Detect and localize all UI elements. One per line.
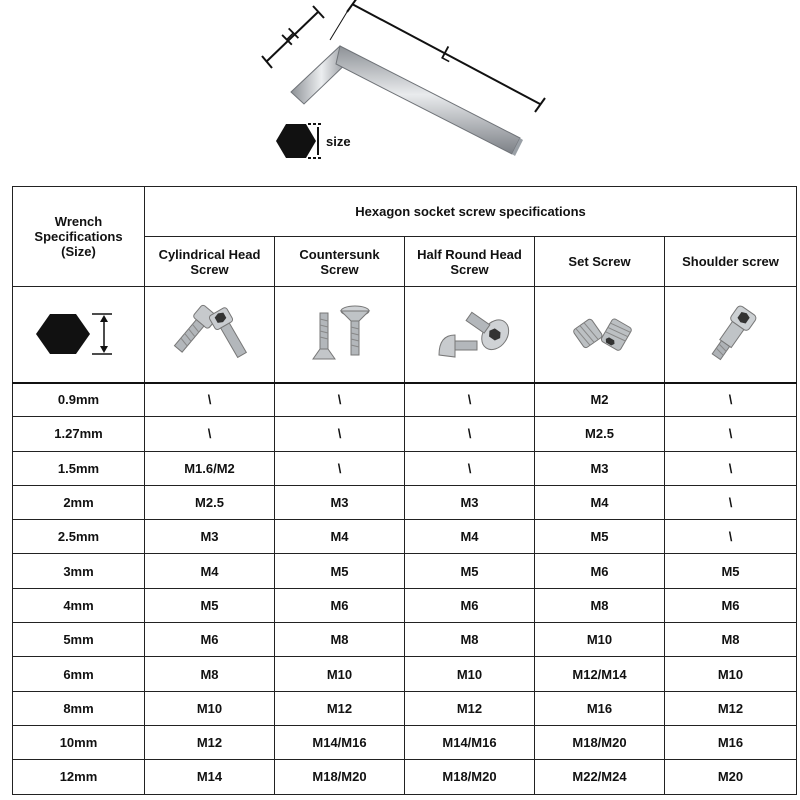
wrench-size-cell: 5mm <box>13 623 145 657</box>
cylindrical-head-screw-cell <box>145 287 275 383</box>
spec-table <box>12 186 797 795</box>
table-row <box>13 417 797 451</box>
screw-spec-cell: M8 <box>145 657 275 691</box>
hex-wrench-diagram <box>0 0 800 180</box>
table-row <box>13 451 797 485</box>
shoulder-screw-icon <box>686 299 776 369</box>
col-countersunk: Countersunk Screw <box>275 237 405 287</box>
screw-spec-cell: M3 <box>145 520 275 554</box>
screw-spec-cell: M8 <box>275 623 405 657</box>
wrench-size-cell: 6mm <box>13 657 145 691</box>
screw-spec-cell: M5 <box>405 554 535 588</box>
screw-spec-cell: M5 <box>665 554 797 588</box>
screw-spec-cell: M8 <box>665 623 797 657</box>
h-label: H <box>277 24 304 51</box>
screw-spec-cell: M2 <box>535 383 665 417</box>
table-row <box>13 623 797 657</box>
shoulder-screw-cell <box>665 287 797 383</box>
screw-spec-cell: M4 <box>535 485 665 519</box>
size-label: size <box>326 134 351 149</box>
screw-spec-cell: M5 <box>275 554 405 588</box>
wrench-spec-header <box>13 187 145 287</box>
screw-spec-cell: M14 <box>145 760 275 794</box>
screw-spec-cell: M4 <box>405 520 535 554</box>
screw-spec-cell: M18/M20 <box>535 725 665 759</box>
screw-spec-cell: M10 <box>665 657 797 691</box>
col-half-round-head: Half Round Head Screw <box>405 237 535 287</box>
wrench-size-cell: 1.5mm <box>13 451 145 485</box>
screw-spec-cell: M8 <box>405 623 535 657</box>
table-row <box>13 383 797 417</box>
table-row <box>13 725 797 759</box>
screw-spec-cell: \ <box>145 383 275 417</box>
half-round-head-screw-cell <box>405 287 535 383</box>
half-round-head-screw-icon <box>425 299 515 369</box>
wrench-size-cell: 8mm <box>13 691 145 725</box>
screw-spec-cell: \ <box>405 383 535 417</box>
screw-spec-cell: \ <box>665 451 797 485</box>
screw-spec-cell: M8 <box>535 588 665 622</box>
table-row <box>13 588 797 622</box>
screw-spec-cell: \ <box>275 417 405 451</box>
screw-spec-cell: M4 <box>145 554 275 588</box>
screw-spec-cell: \ <box>665 417 797 451</box>
table-row <box>13 485 797 519</box>
screw-spec-cell: M10 <box>405 657 535 691</box>
screw-spec-cell: M6 <box>275 588 405 622</box>
table-row <box>13 691 797 725</box>
screw-spec-cell: M6 <box>405 588 535 622</box>
wrench-size-cell: 2mm <box>13 485 145 519</box>
wrench-size-cell: 0.9mm <box>13 383 145 417</box>
screw-spec-cell: \ <box>275 451 405 485</box>
wrench-header-line-1: Wrench <box>54 214 103 229</box>
screw-spec-cell: M10 <box>535 623 665 657</box>
screw-spec-cell: M5 <box>145 588 275 622</box>
l-label: L <box>437 42 458 68</box>
screw-spec-cell: M5 <box>535 520 665 554</box>
screw-spec-cell: M20 <box>665 760 797 794</box>
table-row <box>13 520 797 554</box>
table-body <box>13 383 797 795</box>
screw-spec-cell: M12 <box>275 691 405 725</box>
screw-spec-cell: M16 <box>665 725 797 759</box>
screw-spec-cell: \ <box>405 451 535 485</box>
screw-spec-cell: \ <box>145 417 275 451</box>
cylindrical-head-screw-icon <box>165 299 255 369</box>
screw-spec-cell: M14/M16 <box>275 725 405 759</box>
col-shoulder-screw: Shoulder screw <box>665 237 797 287</box>
wrench-size-cell: 10mm <box>13 725 145 759</box>
screw-spec-cell: M18/M20 <box>275 760 405 794</box>
screw-spec-cell: M2.5 <box>145 485 275 519</box>
screw-spec-cell: M12 <box>145 725 275 759</box>
screw-spec-cell: \ <box>665 520 797 554</box>
screw-spec-cell: \ <box>275 383 405 417</box>
screw-spec-cell: M10 <box>275 657 405 691</box>
hex-size-cell <box>13 287 145 383</box>
main-title: Hexagon socket screw specifications <box>145 187 797 237</box>
wrench-size-cell: 2.5mm <box>13 520 145 554</box>
screw-spec-cell: M6 <box>535 554 665 588</box>
screw-spec-cell: M14/M16 <box>405 725 535 759</box>
countersunk-screw-icon <box>295 299 385 369</box>
screw-spec-cell: M3 <box>275 485 405 519</box>
screw-spec-cell: M16 <box>535 691 665 725</box>
wrench-size-cell: 3mm <box>13 554 145 588</box>
screw-spec-cell: M12 <box>405 691 535 725</box>
screw-spec-cell: M12/M14 <box>535 657 665 691</box>
screw-spec-cell: M2.5 <box>535 417 665 451</box>
table-row <box>13 760 797 794</box>
screw-spec-cell: \ <box>405 417 535 451</box>
l-dimension <box>330 0 545 112</box>
screw-spec-cell: M1.6/M2 <box>145 451 275 485</box>
col-cylindrical-head: Cylindrical Head Screw <box>145 237 275 287</box>
table-row <box>13 657 797 691</box>
screw-spec-cell: M3 <box>535 451 665 485</box>
hexagon-size-icon <box>276 124 316 158</box>
hexagon-size-icon <box>36 314 90 354</box>
screw-spec-cell: M10 <box>145 691 275 725</box>
wrench-header-line-3: (Size) <box>61 244 96 259</box>
screw-spec-cell: M6 <box>665 588 797 622</box>
screw-spec-cell: M6 <box>145 623 275 657</box>
screw-spec-cell: M12 <box>665 691 797 725</box>
set-screw-icon <box>555 299 645 369</box>
screw-spec-cell: M3 <box>405 485 535 519</box>
screw-spec-cell: M22/M24 <box>535 760 665 794</box>
wrench-size-cell: 4mm <box>13 588 145 622</box>
screw-spec-cell: \ <box>665 485 797 519</box>
wrench-size-cell: 1.27mm <box>13 417 145 451</box>
wrench-header-line-2: Specifications <box>34 229 123 244</box>
wrench-size-cell: 12mm <box>13 760 145 794</box>
countersunk-screw-cell <box>275 287 405 383</box>
col-set-screw: Set Screw <box>535 237 665 287</box>
screw-spec-cell: \ <box>665 383 797 417</box>
set-screw-cell <box>535 287 665 383</box>
table-row <box>13 554 797 588</box>
screw-spec-cell: M4 <box>275 520 405 554</box>
screw-spec-cell: M18/M20 <box>405 760 535 794</box>
